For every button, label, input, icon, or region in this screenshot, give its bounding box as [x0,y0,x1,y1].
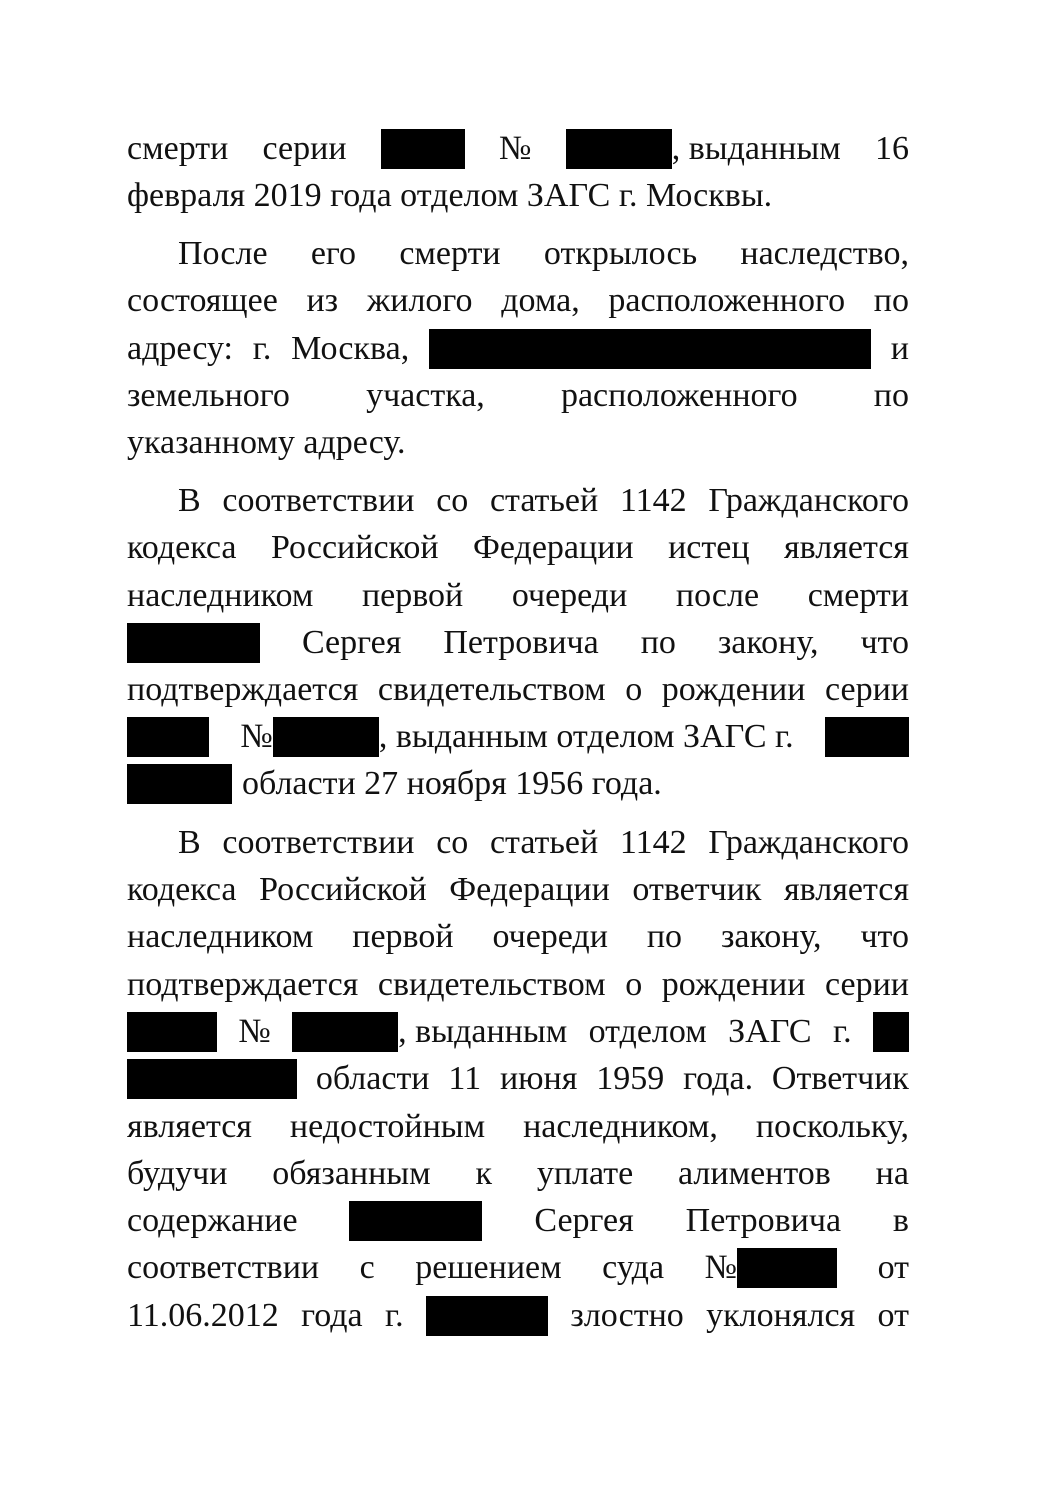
word: статьей [489,482,599,519]
text-line [178,821,909,865]
number-sign: № [704,1249,738,1286]
word: участка, [366,377,485,414]
word: года. [683,1060,754,1097]
word: Петровича [685,1202,842,1239]
text-line [127,279,909,323]
word: Федерации [449,871,610,908]
word: серии [262,130,347,167]
redaction-block [127,1059,297,1099]
word: наследником, [523,1108,718,1145]
word: расположенного [560,377,798,414]
word: очереди [492,918,608,955]
sentence: февраля 2019 года отделом ЗАГС г. Москвы. [127,177,773,214]
redaction-block [127,764,232,804]
word: по [646,918,683,955]
redaction-block [737,1248,837,1288]
text-line [127,621,909,665]
word: отделом [588,1013,707,1050]
word: жилого [366,282,473,319]
word: г. [832,1013,852,1050]
word: недостойным [289,1108,486,1145]
word: закону, [720,918,822,955]
text-line [127,174,909,218]
word: наследство, [740,235,909,272]
word: ЗАГС [728,1013,812,1050]
redaction-block [873,1012,909,1052]
word: В [178,482,201,519]
word: , выданным [671,130,841,167]
word: с [359,1249,375,1286]
redaction-block [381,129,465,169]
word: от [877,1249,909,1286]
word: уплате [536,1155,634,1192]
word: соответствии [222,482,415,519]
sentence: , выданным отделом ЗАГС г. [378,718,794,755]
text-line [127,127,909,171]
word: статьей [489,824,599,861]
text-line [127,526,909,570]
sentence: подтверждается свидетельством о рождении серии [127,671,909,708]
word: 16 [874,130,909,167]
redaction-block [127,717,209,757]
word: в [892,1202,909,1239]
text-line [127,868,909,912]
word: из [306,282,339,319]
redaction-block [349,1201,482,1241]
word: его [310,235,357,272]
word: г. [385,1297,404,1334]
redaction-block [127,1012,217,1052]
sentence: подтверждается свидетельством о рождении серии [127,966,909,1003]
text-line [127,963,909,1007]
word: смерти [127,130,229,167]
redaction-block [825,717,909,757]
text-line [127,762,909,806]
text-line [127,327,909,371]
text-line [127,1057,909,1101]
redaction-block [273,717,379,757]
word: очереди [511,577,628,614]
redaction-block [566,129,672,169]
redaction-block [429,329,871,369]
number-sign: № [240,718,273,755]
word: является [784,529,909,566]
word: Гражданского [708,824,909,861]
number-sign: № [499,130,532,167]
word: открылось [543,235,698,272]
word: 1959 [596,1060,665,1097]
word: к [475,1155,493,1192]
word: по [873,377,909,414]
word: Сергея [301,624,402,661]
word: соответствии [127,1249,320,1286]
word: кодекса [127,871,237,908]
word: алиментов [678,1155,831,1192]
word: что [860,624,909,661]
text-line [127,1152,909,1196]
word: по [640,624,676,661]
word: , выданным [398,1013,568,1050]
word: со [436,824,469,861]
word: со [436,482,469,519]
redaction-block [127,623,260,663]
word: земельного [127,377,290,414]
word: Петровича [443,624,599,661]
text-line [127,421,909,465]
text-line [127,1105,909,1149]
word: что [860,918,909,955]
word: Российской [270,529,439,566]
word: расположенного [608,282,846,319]
word: области [315,1060,430,1097]
text-line [127,1199,909,1243]
word: Гражданского [708,482,909,519]
word: июня [499,1060,578,1097]
word: В [178,824,201,861]
word: 11.06.2012 [127,1297,279,1334]
word: содержание [127,1202,298,1239]
word: является [127,1108,252,1145]
word: после [675,577,760,614]
word: 1142 [619,824,687,861]
word: закону, [717,624,819,661]
word: наследником [127,577,314,614]
text-line [178,232,909,276]
word: первой [352,918,454,955]
redaction-block [292,1012,398,1052]
word: соответствии [222,824,415,861]
word: поскольку, [755,1108,909,1145]
sentence: указанному адресу. [127,424,406,461]
sentence: области 27 ноября 1956 года. [242,765,662,802]
word: будучи [127,1155,228,1192]
word: 11 [448,1060,482,1097]
word: решением [415,1249,562,1286]
text-line [127,1294,909,1338]
word: и [890,330,909,367]
word: состоящее [127,282,278,319]
text-line [178,479,909,523]
word: от [877,1297,909,1334]
word: суда [602,1249,665,1286]
word: Москва, [291,330,410,367]
word: по [873,282,909,319]
text-line [127,1010,909,1054]
word: После [178,235,268,272]
word: смерти [807,577,909,614]
word: истец [668,529,750,566]
word: адресу: [127,330,233,367]
word: злостно [570,1297,684,1334]
word: смерти [399,235,501,272]
word: Сергея [534,1202,634,1239]
text-line [127,374,909,418]
word: 1142 [619,482,687,519]
redaction-block [426,1296,548,1336]
word: кодекса [127,529,237,566]
text-line [127,715,909,759]
word: ответчик [632,871,762,908]
word: Федерации [473,529,634,566]
word: обязанным [272,1155,431,1192]
word: Российской [259,871,427,908]
word: уклонялся [706,1297,856,1334]
word: дома, [501,282,580,319]
text-line [127,574,909,618]
word: является [784,871,909,908]
word: на [875,1155,909,1192]
word: наследником [127,918,314,955]
text-line [127,668,909,712]
word: Ответчик [771,1060,909,1097]
word: г. [252,330,272,367]
text-line [127,1246,909,1290]
text-line [127,915,909,959]
number-sign: № [238,1013,271,1050]
word: года [301,1297,363,1334]
word: первой [361,577,464,614]
